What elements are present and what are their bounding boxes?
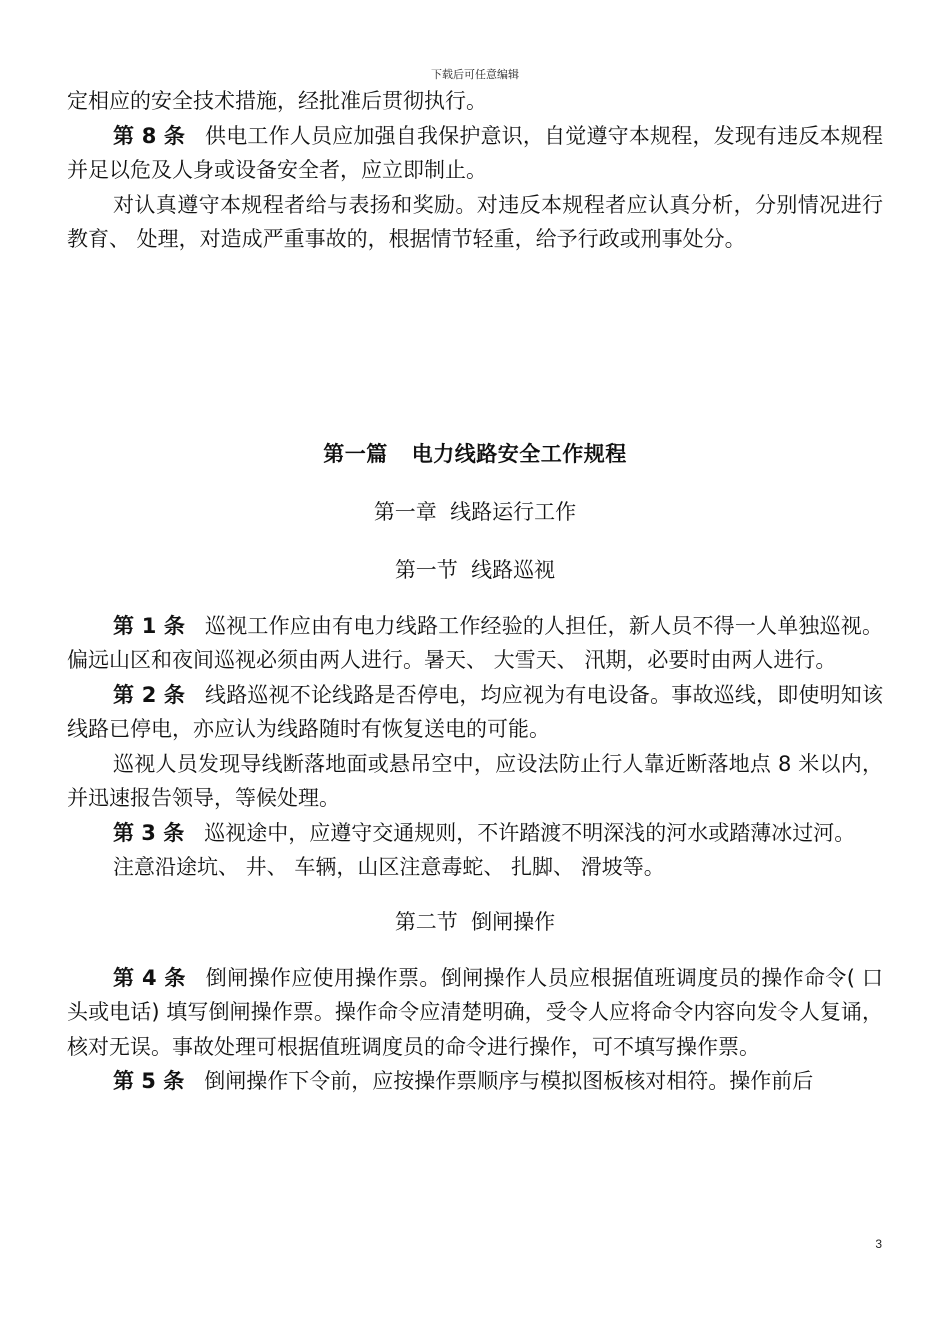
article-text: 倒闸操作应使用操作票。倒闸操作人员应根据值班调度员的操作命令( 口头或电话) 填写倒闸操作票。操作命令应清楚明确，受令人应将命令内容向发令人复诵，核对无误。事故处理可根据值班调度员的命令进行操作，可不填写操作票。 (67, 965, 884, 1059)
article-3 (67, 816, 883, 851)
article-8-paragraph-2: 对认真遵守本规程者给与表扬和奖励。对违反本规程者应认真分析，分别情况进行教育、 处理，对造成严重事故的，根据情节轻重，给予行政或刑事处分。 (67, 192, 883, 251)
header-note: 下载后可任意编辑 (431, 68, 519, 81)
article-label: 第 3 条 (113, 820, 185, 845)
chapter-title: 第一章 线路运行工作 (373, 499, 577, 524)
article-text: 巡视工作应由有电力线路工作经验的人担任，新人员不得一人单独巡视。偏远山区和夜间巡视必须由两人进行。暑天、 大雪天、 汛期，必要时由两人进行。 (67, 613, 884, 672)
article-text: 倒闸操作下令前，应按操作票顺序与模拟图板核对相符。操作前后 (204, 1069, 814, 1093)
article-label: 第 4 条 (113, 965, 186, 990)
article-text: 供电工作人员应加强自我保护意识，自觉遵守本规程，发现有违反本规程并足以危及人身或设备安全者，应立即制止。 (67, 123, 884, 182)
document-body (67, 84, 883, 1099)
article-5 (67, 1064, 883, 1099)
section-title: 第一节 线路巡视 (394, 557, 556, 582)
paragraph-continuation: 定相应的安全技术措施，经批准后贯彻执行。 (67, 89, 487, 113)
part-label: 第一篇 (323, 441, 388, 466)
article-2-paragraph-2: 巡视人员发现导线断落地面或悬吊空中，应设法防止行人靠近断落地点 8 米以内，并迅速报告领导，等候处理。 (67, 751, 883, 810)
article-1 (67, 609, 883, 678)
article-text: 线路巡视不论线路是否停电，均应视为有电设备。事故巡线，即使明知该线路已停电，亦应认为线路随时有恢复送电的可能。 (67, 682, 884, 741)
article-2 (67, 678, 883, 747)
article-4 (67, 961, 883, 1065)
blank-space (67, 257, 883, 437)
section-title: 第二节 倒闸操作 (394, 909, 556, 934)
part-title (67, 437, 883, 471)
part-name: 电力线路安全工作规程 (411, 441, 627, 466)
article-label: 第 2 条 (113, 682, 186, 707)
article-3-paragraph-2: 注意沿途坑、 井、 车辆，山区注意毒蛇、 扎脚、 滑坡等。 (113, 855, 665, 879)
article-text: 巡视途中，应遵守交通规则，不许踏渡不明深浅的河水或踏薄冰过河。 (204, 820, 856, 845)
article-8 (67, 119, 883, 188)
article-label: 第 1 条 (113, 613, 186, 638)
page-number: 3 (875, 1237, 882, 1251)
article-label: 第 5 条 (113, 1069, 185, 1093)
article-label: 第 8 条 (113, 123, 186, 148)
